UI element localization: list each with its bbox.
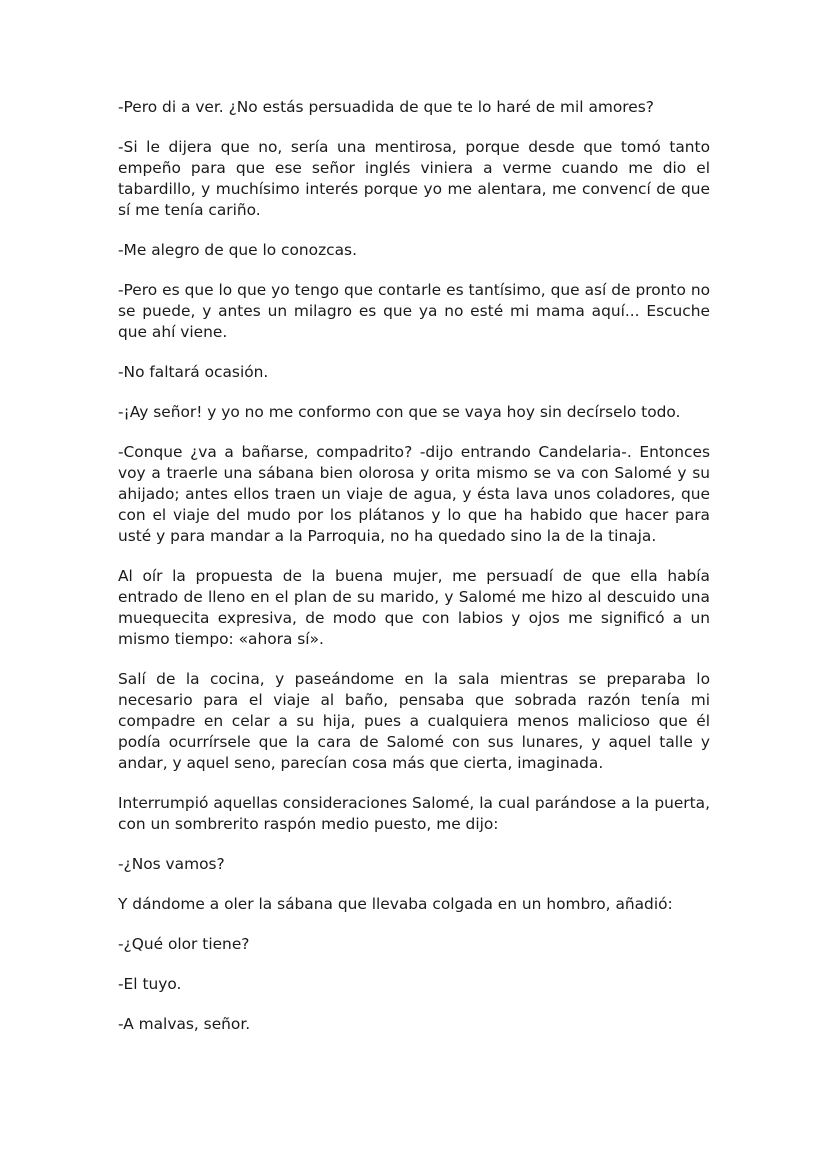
paragraph: Salí de la cocina, y paseándome en la sala mientras se preparaba lo necesario para el viaje al baño, pensaba que sobrada razón tenía mi compadre en celar a su hija, pues a cualquiera menos malicioso que él podía ocurrírsele que la cara de Salomé con sus lunares, y aquel talle y andar, y aquel seno, parecían cosa más que cierta, imaginada. — [118, 670, 710, 772]
paragraph: Y dándome a oler la sábana que llevaba colgada en un hombro, añadió: — [118, 895, 673, 913]
paragraph: Interrumpió aquellas consideraciones Salomé, la cual parándose a la puerta, con un sombrerito raspón medio puesto, me dijo: — [118, 794, 710, 833]
paragraph: -No faltará ocasión. — [118, 363, 269, 381]
paragraph: Al oír la propuesta de la buena mujer, me persuadí de que ella había entrado de lleno en el plan de su marido, y Salomé me hizo al descuido una muequecita expresiva, de modo que con labios y ojos me significó a un mismo tiempo: «ahora sí». — [118, 567, 710, 648]
paragraph: -Conque ¿va a bañarse, compadrito? -dijo entrando Candelaria-. Entonces voy a traerle una sábana bien olorosa y orita mismo se va con Salomé y su ahijado; antes ellos traen un viaje de agua, y ésta lava unos coladores, que con el viaje del mudo por los plátanos y lo que ha habido que hacer para usté y para mandar a la Parroquia, no ha quedado sino la de la tinaja. — [118, 443, 710, 545]
paragraph: -El tuyo. — [118, 975, 182, 993]
paragraph: -Si le dijera que no, sería una mentirosa, porque desde que tomó tanto empeño para que ese señor inglés viniera a verme cuando me dio el tabardillo, y muchísimo interés porque yo me alentara, me convencí de que sí me tenía cariño. — [118, 138, 710, 219]
paragraph: -A malvas, señor. — [118, 1015, 251, 1033]
paragraph: -Pero di a ver. ¿No estás persuadida de que te lo haré de mil amores? — [118, 98, 654, 116]
paragraph: -¿Nos vamos? — [118, 855, 225, 873]
paragraph: -Me alegro de que lo conozcas. — [118, 241, 357, 259]
paragraph: -¡Ay señor! y yo no me conformo con que se vaya hoy sin decírselo todo. — [118, 403, 681, 421]
document-page — [118, 97, 710, 1054]
paragraph: -Pero es que lo que yo tengo que contarle es tantísimo, que así de pronto no se puede, y antes un milagro es que ya no esté mi mama aquí... Escuche que ahí viene. — [118, 281, 710, 341]
paragraph: -¿Qué olor tiene? — [118, 935, 250, 953]
